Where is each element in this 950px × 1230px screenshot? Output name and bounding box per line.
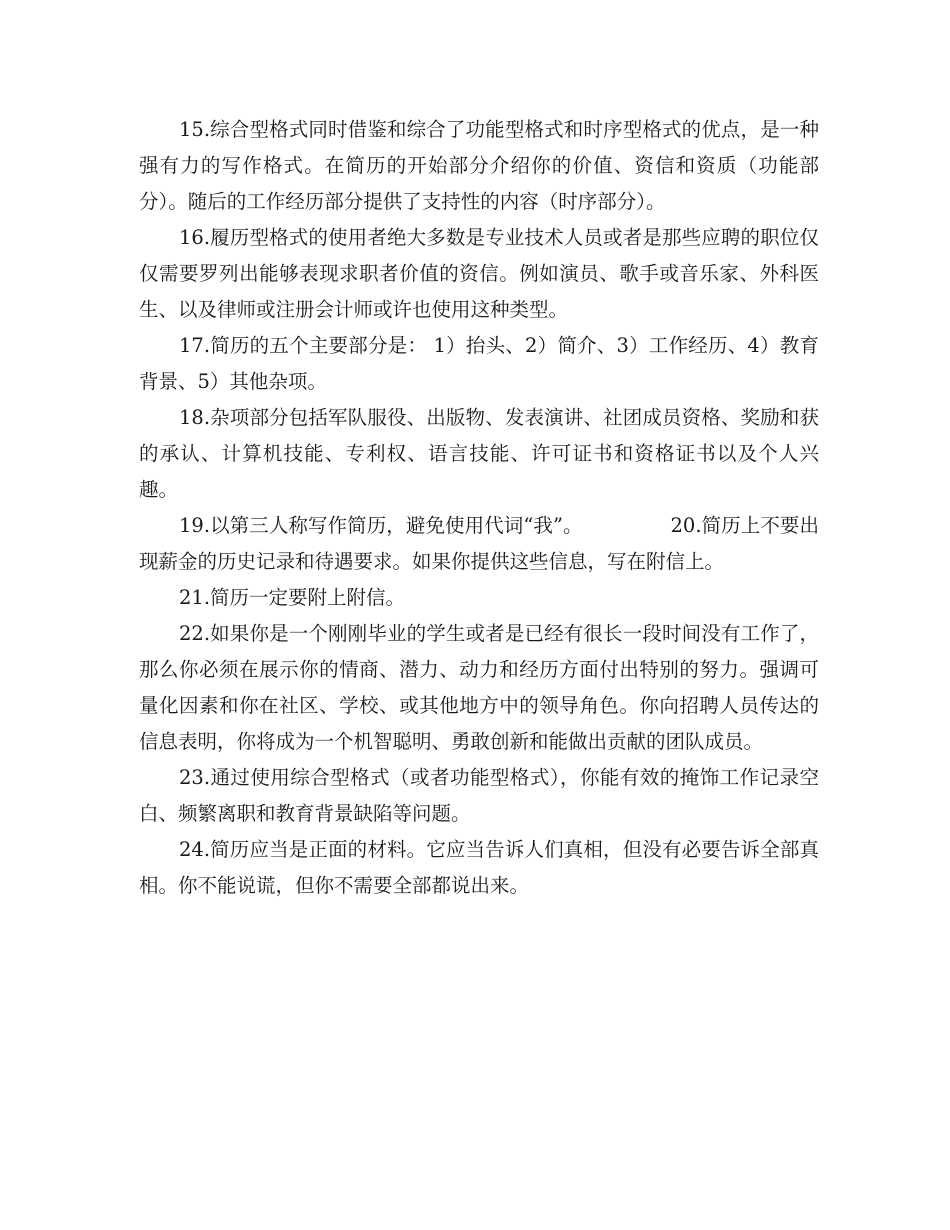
paragraph-21: 21.简历一定要附上附信。 [179,586,406,609]
paragraph-22: 22.如果你是一个刚刚毕业的学生或者是已经有很长一段时间没有工作了，那么你必须在展示你的情商、潜力、动力和经历方面付出特别的努力。强调可量化因素和你在社区、学校、或其他地方中的领导角色。你向招聘人员传达的信息表明，你将成为一个机智聪明、勇敢创新和能做出贡献的团队成员。 [139,622,819,753]
paragraph-17: 17.简历的五个主要部分是： 1）抬头、2）简介、3）工作经历、4）教育背景、5）其他杂项。 [139,334,819,393]
paragraph-24: 24.简历应当是正面的材料。它应当告诉人们真相，但没有必要告诉全部真相。你不能说谎，但你不需要全部都说出来。 [139,838,819,897]
paragraph-19-20: 19.以第三人称写作简历，避免使用代词“我”。 20.简历上不要出现薪金的历史记录和待遇要求。如果你提供这些信息，写在附信上。 [139,514,819,573]
paragraph-18: 18.杂项部分包括军队服役、出版物、发表演讲、社团成员资格、奖励和获的承认、计算机技能、专利权、语言技能、许可证书和资格证书以及个人兴趣。 [139,406,819,501]
paragraph-23: 23.通过使用综合型格式（或者功能型格式），你能有效的掩饰工作记录空白、频繁离职和教育背景缺陷等问题。 [139,766,819,825]
paragraph-16: 16.履历型格式的使用者绝大多数是专业技术人员或者是那些应聘的职位仅仅需要罗列出能够表现求职者价值的资信。例如演员、歌手或音乐家、外科医生、以及律师或注册会计师或许也使用这种类型。 [139,226,819,321]
document-body [139,112,819,904]
paragraph-15: 15.综合型格式同时借鉴和综合了功能型格式和时序型格式的优点，是一种强有力的写作格式。在简历的开始部分介绍你的价值、资信和资质（功能部分）。随后的工作经历部分提供了支持性的内容（时序部分）。 [139,118,819,213]
